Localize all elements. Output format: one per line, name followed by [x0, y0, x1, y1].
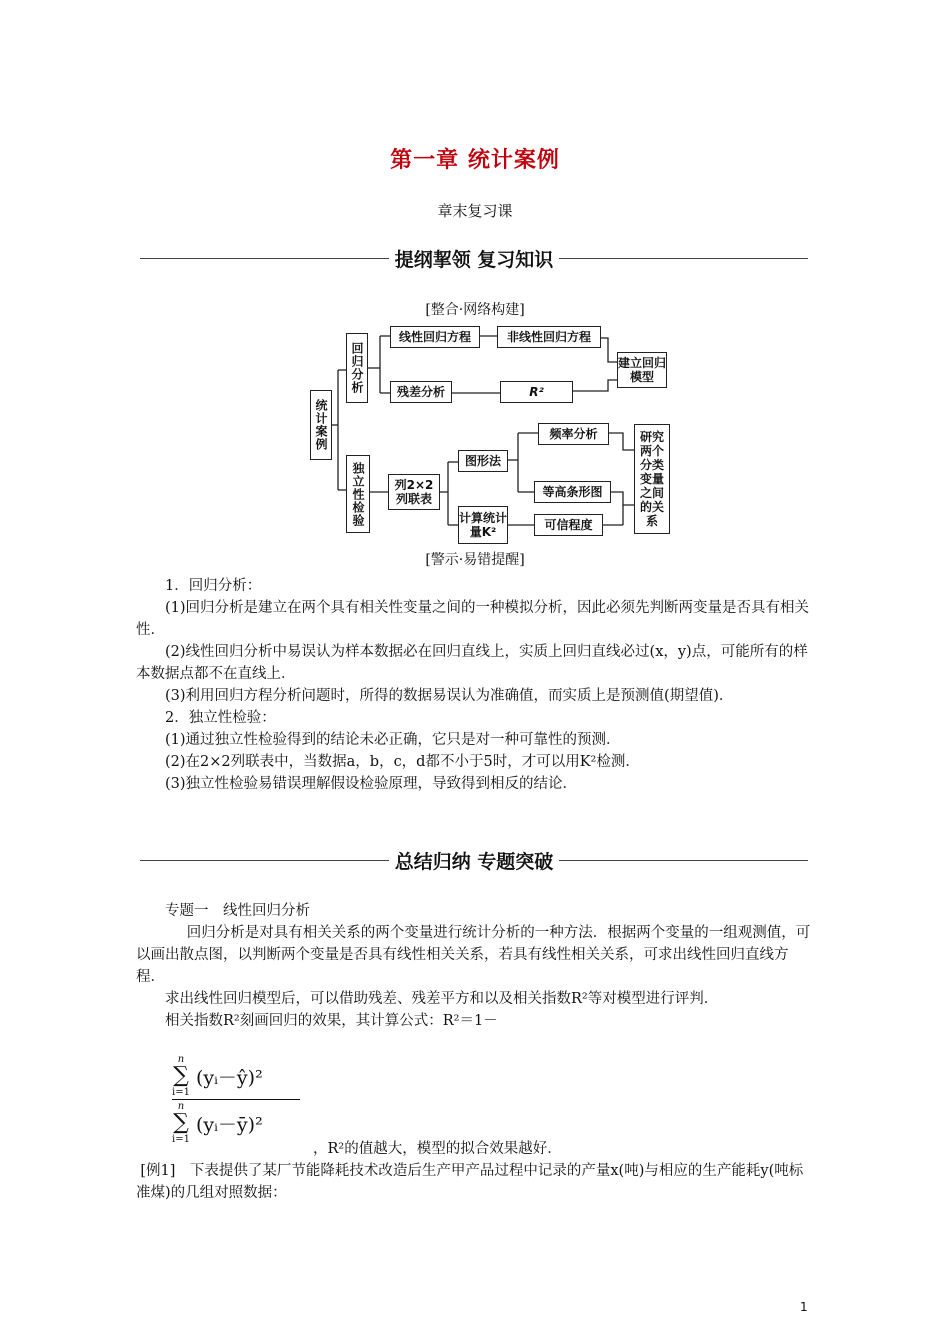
topic-paragraph: 求出线性回归模型后，可以借助残差、残差平方和以及相关指数R²等对模型进行评判．: [165, 991, 719, 1007]
node-build-model: 建立回归模型: [617, 352, 667, 388]
formula-tail: ，R²的值越大，模型的拟合效果越好．: [313, 1141, 562, 1157]
topic-heading: 专题一 线性回归分析: [165, 903, 310, 919]
node-contingency-table: 列2×2列联表: [388, 474, 440, 510]
warning-list: [136, 575, 816, 795]
warning-item: (1)回归分析是建立在两个具有相关性变量之间的一种模拟分析，因此必须先判断两变量是否具有相关性．: [136, 600, 810, 638]
section-banner-summary: [140, 845, 808, 875]
tag-network: [整合·网络构建]: [425, 302, 525, 318]
diagram-connectors: [0, 0, 950, 560]
warning-item: (2)线性回归分析中易误认为样本数据必在回归直线上，实质上回归直线必过(x，y)点，可能所有的样本数据点都不在直线上．: [136, 644, 808, 682]
warning-item: 1．回归分析：: [165, 578, 262, 594]
node-r-squared: R²: [500, 381, 573, 403]
node-bar-chart: 等高条形图: [534, 481, 611, 503]
node-graph-method: 图形法: [458, 450, 508, 472]
node-linear-equation: 线性回归方程: [390, 326, 480, 348]
sigma-icon: ∑: [173, 1110, 189, 1135]
banner-text: 提纲挈领 复习知识: [394, 248, 554, 271]
node-calc-k2: 计算统计量K²: [458, 506, 508, 544]
r-squared-formula: [172, 1053, 302, 1146]
tag-warning: [警示·易错提醒]: [425, 552, 525, 568]
denominator-expr: (yᵢ－ȳ)²: [195, 1113, 263, 1136]
node-root: 统计案例: [310, 390, 332, 460]
node-nonlinear-equation: 非线性回归方程: [497, 326, 601, 348]
sum-lower: i=1: [172, 1134, 190, 1145]
sum-lower: i=1: [172, 1087, 190, 1098]
sum-upper: n: [177, 1054, 185, 1065]
warning-item: (2)在2×2列联表中，当数据a，b，c，d都不小于5时，才可以用K²检测．: [165, 754, 640, 770]
formula-denominator: [172, 1100, 302, 1146]
page-subtitle: 章末复习课: [437, 202, 513, 220]
banner-text: 总结归纳 专题突破: [394, 850, 554, 873]
node-study-relation: 研究两个分类变量之间的关系: [634, 424, 670, 534]
node-residual-analysis: 残差分析: [390, 381, 452, 403]
warning-item: (3)利用回归方程分析问题时，所得的数据易误认为准确值，而实质上是预测值(期望值)．: [165, 688, 734, 704]
node-regression: 回归分析: [346, 333, 368, 403]
sum-upper: n: [177, 1101, 185, 1112]
warning-item: (1)通过独立性检验得到的结论未必正确，它只是对一种可靠性的预测．: [165, 732, 621, 748]
node-independence: 独立性检验: [346, 455, 370, 533]
topic-section: [136, 900, 816, 1032]
topic-paragraph: 相关指数R²刻画回归的效果，其计算公式：R²＝1－: [165, 1013, 498, 1029]
example-1: [136, 1160, 816, 1204]
warning-item: (3)独立性检验易错误理解假设检验原理，导致得到相反的结论．: [165, 776, 578, 792]
page-number: 1: [800, 1300, 808, 1314]
node-credibility: 可信程度: [534, 514, 603, 536]
example-text: [例1] 下表提供了某厂节能降耗技术改造后生产甲产品过程中记录的产量x(吨)与相应的生产能耗y(吨标准煤)的几组对照数据：: [136, 1163, 804, 1201]
concept-diagram: [0, 0, 950, 560]
formula-numerator: [172, 1053, 302, 1099]
node-frequency-analysis: 频率分析: [538, 423, 609, 445]
warning-item: 2．独立性检验：: [165, 710, 276, 726]
topic-paragraph: 回归分析是对具有相关关系的两个变量进行统计分析的一种方法．根据两个变量的一组观测值，可以画出散点图，以判断两个变量是否具有线性相关关系，若具有线性相关关系，可求出线性回归直线方程．: [136, 925, 811, 985]
sigma-icon: ∑: [173, 1063, 189, 1088]
numerator-expr: (yᵢ－ŷ)²: [195, 1066, 263, 1089]
page-title: 第一章 统计案例: [390, 148, 560, 173]
